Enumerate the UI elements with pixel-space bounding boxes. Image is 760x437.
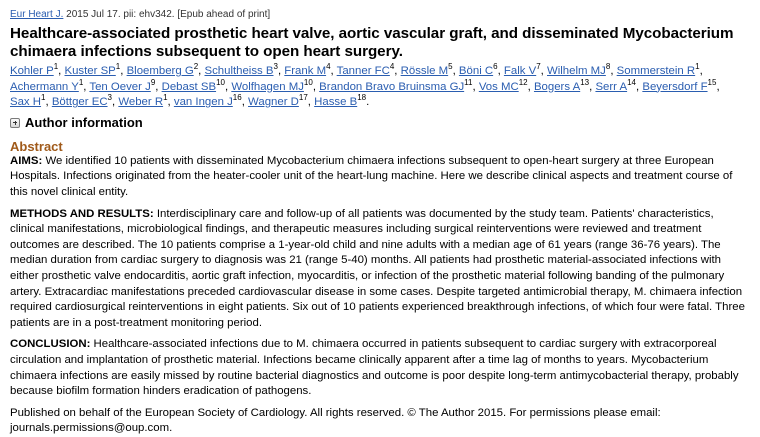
separator: ,: [394, 65, 401, 77]
author-link[interactable]: Sommerstein R: [616, 65, 696, 77]
affiliation-number: 10: [216, 77, 225, 87]
author-link[interactable]: Ten Oever J: [89, 80, 151, 93]
separator: ,: [198, 65, 205, 77]
abstract-methods-results: [10, 207, 750, 332]
separator: ,: [83, 80, 90, 93]
author-link[interactable]: Böttger EC: [51, 96, 108, 109]
separator: ,: [472, 80, 479, 93]
copyright-notice: Published on behalf of the European Society of Cardiology. All rights reserved. © The Author 2015. For permissions please email: journals.permissions@oup.com.: [10, 406, 661, 435]
journal-link[interactable]: Eur Heart J.: [10, 9, 64, 20]
affiliation-number: 15: [707, 77, 717, 87]
affiliation-number: 2: [193, 62, 199, 72]
author-link[interactable]: Frank M: [284, 65, 327, 77]
author-link[interactable]: Hasse B: [314, 96, 358, 109]
separator: ,: [58, 65, 65, 77]
author-link[interactable]: Vos MC: [478, 80, 519, 93]
affiliation-number: 4: [326, 62, 331, 72]
section-text: Interdisciplinary care and follow-up of all patients was documented by the study team. Patients' characteristics, clinical manifestations, microbiological findings, and therapeutic measures including surgical reinterventions were reviewed and treatment outcomes are described. The 10 patients comprise a 1-year-old child and nine adults with a median age of 61 years (range 36-76 years). The median duration from cardiac surgery to diagnosis was 21 (range 5-40) months. All patients had prosthetic material-associated infections with either prosthetic valve endocarditis, aortic graft infection, myocarditis, or infection of the prosthetic material following banding of the pulmonary artery. Extracardiac manifestations preceded cardiovascular disease in some cases. Despite targeted antimicrobial therapy, M. chimaera infection required cardiosurgical reinterventions in eight patients. Six out of 10 patients experienced breakthrough infections, of which four were fatal. Three patients are in a post-treatment monitoring period.: [10, 207, 745, 329]
article-title: Healthcare-associated prosthetic heart valve, aortic vascular graft, and disseminated Mycobacterium chimaera infections subsequent to open heart surgery.: [10, 25, 734, 60]
separator: ,: [540, 65, 547, 77]
author-link[interactable]: Bogers A: [533, 80, 581, 93]
affiliation-number: 1: [41, 93, 46, 103]
expand-plus-icon[interactable]: [10, 118, 20, 128]
author-link[interactable]: Debast SB: [161, 80, 217, 93]
separator: ,: [589, 80, 596, 93]
affiliation-number: 1: [695, 62, 700, 72]
separator: ,: [452, 65, 459, 77]
separator: ,: [699, 65, 703, 77]
affiliation-number: 1: [115, 62, 121, 72]
affiliation-number: 4: [389, 62, 395, 72]
author-information-label: Author information: [25, 114, 143, 130]
separator: ,: [307, 96, 315, 109]
author-link[interactable]: Bloemberg G: [126, 65, 194, 77]
section-text: We identified 10 patients with disseminated Mycobacterium chimaera infections subsequent to open-heart surgery at three European Hospitals. Infections originated from the heater-cooler unit of the heart-lung machine. Here we describe clinical aspects and treatment course of this novel clinical entity.: [10, 154, 733, 198]
citation-line: [10, 8, 750, 21]
author-link[interactable]: Achermann Y: [10, 80, 79, 93]
author-link[interactable]: Falk V: [503, 65, 537, 77]
separator: ,: [636, 80, 643, 93]
affiliation-number: 9: [150, 77, 156, 87]
affiliation-number: 12: [518, 77, 528, 87]
affiliation-number: 3: [273, 62, 278, 72]
citation-details: 2015 Jul 17. pii: ehv342. [Epub ahead of print]: [63, 9, 271, 20]
separator: ,: [610, 65, 617, 77]
separator: ,: [45, 96, 52, 109]
abstract-aims: [10, 154, 750, 201]
separator: ,: [527, 80, 534, 93]
author-link[interactable]: Brandon Bravo Bruinsma GJ: [319, 80, 465, 93]
affiliation-number: 17: [298, 93, 308, 103]
affiliation-number: 1: [78, 77, 84, 87]
abstract-conclusion: [10, 337, 750, 399]
author-link[interactable]: Wolfhagen MJ: [231, 80, 304, 93]
author-link[interactable]: Böni C: [458, 65, 494, 77]
separator: ,: [167, 96, 174, 109]
author-link[interactable]: Rössle M: [400, 65, 449, 77]
affiliation-number: 8: [605, 62, 611, 72]
affiliation-number: 10: [303, 77, 313, 87]
affiliation-number: 11: [464, 77, 473, 87]
author-information-toggle[interactable]: [10, 115, 750, 131]
author-link[interactable]: Tanner FC: [336, 65, 390, 77]
author-link[interactable]: Schultheiss B: [204, 65, 274, 77]
affiliation-number: 6: [493, 62, 498, 72]
section-label: METHODS AND RESULTS:: [10, 207, 154, 220]
separator: ,: [497, 65, 504, 77]
affiliation-number: 1: [163, 93, 168, 103]
separator: ,: [112, 96, 119, 109]
separator: .: [366, 96, 370, 109]
separator: ,: [120, 65, 127, 77]
section-label: AIMS:: [10, 154, 43, 167]
abstract-heading: Abstract: [10, 138, 63, 154]
affiliation-number: 1: [53, 62, 59, 72]
author-list: [10, 64, 750, 111]
separator: ,: [241, 96, 249, 109]
author-link[interactable]: Sax H: [10, 96, 42, 109]
affiliation-number: 3: [107, 93, 112, 103]
author-link[interactable]: Serr A: [595, 80, 628, 93]
affiliation-number: 13: [580, 77, 590, 87]
section-label: CONCLUSION:: [10, 338, 91, 351]
separator: ,: [224, 80, 232, 93]
author-link[interactable]: Kohler P: [10, 65, 54, 77]
separator: ,: [277, 65, 285, 77]
author-link[interactable]: Kuster SP: [64, 65, 116, 77]
separator: ,: [312, 80, 320, 93]
author-link[interactable]: Beyersdorf F: [642, 80, 708, 93]
separator: ,: [155, 80, 162, 93]
affiliation-number: 5: [448, 62, 453, 72]
separator: ,: [716, 80, 720, 93]
separator: ,: [330, 65, 337, 77]
affiliation-number: 14: [627, 77, 636, 87]
affiliation-number: 16: [232, 93, 242, 103]
author-link[interactable]: van Ingen J: [173, 96, 233, 109]
author-link[interactable]: Wilhelm MJ: [547, 65, 606, 77]
author-link[interactable]: Wagner D: [248, 96, 299, 109]
affiliation-number: 7: [536, 62, 541, 72]
affiliation-number: 18: [357, 93, 367, 103]
author-link[interactable]: Weber R: [118, 96, 164, 109]
section-text: Healthcare-associated infections due to M. chimaera occurred in patients subsequent to cardiac surgery with extracorporeal circulation and implantation of prosthetic material. Infections became clinically apparent after a time lag of months to years. Mycobacterium chimaera infections are easily missed by routine bacterial diagnostics and outcome is poor despite long-term antimycobacterial therapy, probably because biofilm formation hinders eradication of pathogens.: [10, 338, 739, 398]
